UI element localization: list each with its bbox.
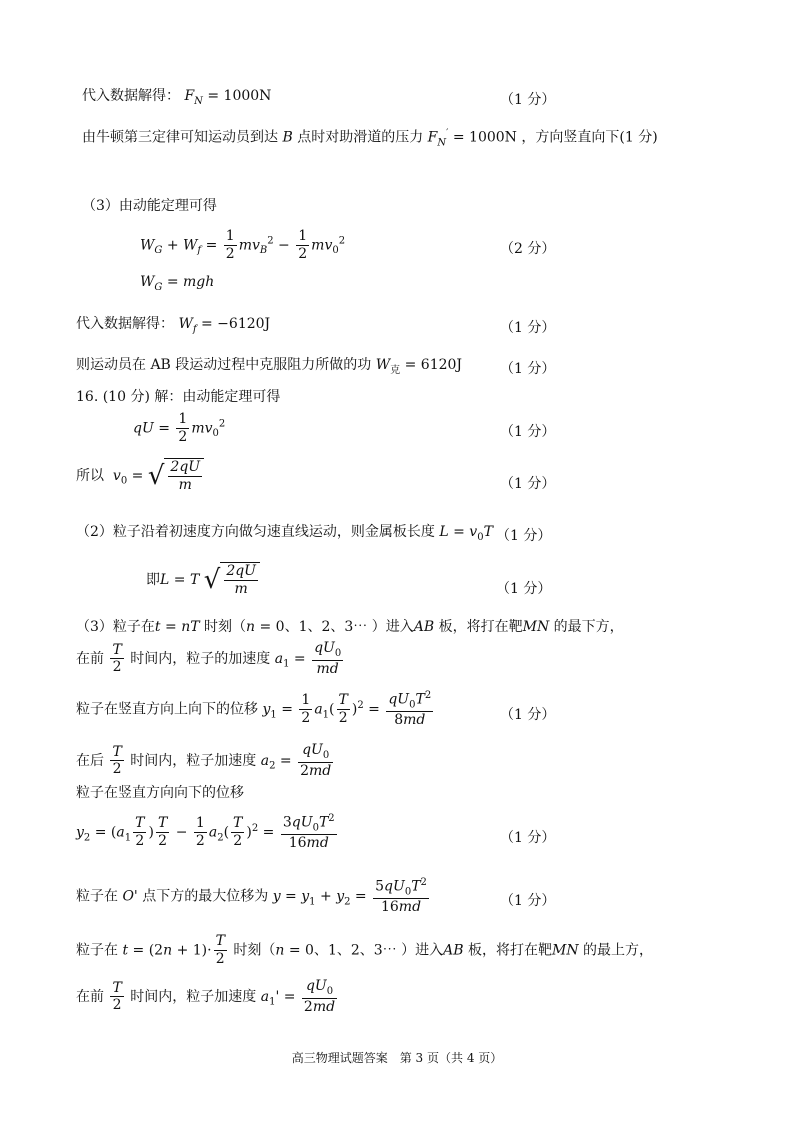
line-a1-prime: 在前 $\frac{T}{2}$ 时间内，粒子加速度 $a_1'$ = $\frac{qU_0}{2md}$ [76,978,336,1015]
score-2: （2 分） [500,241,556,257]
score-9: （1 分） [500,707,556,723]
line-down-displacement: 粒子在竖直方向向下的位移 [76,785,244,801]
score-4: （1 分） [500,361,556,377]
formula-qu: qU = $\frac{1}{2}$ $mv_0^2$ [133,411,226,445]
line-wf-result: 代入数据解得： $W_f = -6120J$ [76,316,271,335]
score-5: （1 分） [500,424,556,440]
formula-wg: $W_G$ = mgh [140,274,215,293]
line-fn-result: 代入数据解得： $F_N = 1000N$ [82,88,272,107]
line-q16-heading: 16. (10 分) 解：由动能定理可得 [76,389,281,405]
score-7: （1 分） [496,528,552,544]
line-part3-heading: （3）由动能定理可得 [82,198,217,214]
line-plate-length: （2）粒子沿着初速度方向做匀速直线运动，则金属板长度 $L = v_0T$ [76,524,493,543]
score-11: （1 分） [500,893,556,909]
line-y1: 粒子在竖直方向上向下的位移 $y_1$ = $\frac{1}{2}$ $a_1$( $\frac{T}{2}$ )$^2$ = $\frac{qU_0T^2}{8md}$ [76,690,432,729]
formula-fn: $F_N = 1000N$ [184,88,272,107]
formula-work-energy: $W_G + W_f$ = $\frac{1}{2}$ $mv_B^2$ − $\frac{1}{2}$ $mv_0^2$ [140,228,346,262]
line-a2: 在后 $\frac{T}{2}$ 时间内，粒子加速度 $a_2$ = $\frac{qU_0}{2md}$ [76,742,332,779]
score-6: （1 分） [500,476,556,492]
formula-v0: 所以 $v_0$ = √ $\frac{2qU}{m}$ [76,458,204,494]
page-footer: 高三物理试题答案 第 3 页（共 4 页） [291,1051,503,1065]
line-a1: 在前 $\frac{T}{2}$ 时间内，粒子的加速度 $a_1$ = $\frac{qU_0}{md}$ [76,640,342,677]
line-part3-case1: （3）粒子在t = nT 时刻（n = 0、1、2、3⋯ ）进入AB 板，将打在靶MN 的最下方， [76,619,624,635]
formula-l: 即L = T √ $\frac{2qU}{m}$ [146,562,260,598]
formula-y2: $y_2 = (a_1$ $\frac{T}{2}$ ) $\frac{T}{2}$ − $\frac{1}{2}$ $a_2$( $\frac{T}{2}$ )$^2$ = $\frac{3qU_0T^2}{16md}$ [76,813,335,852]
score-8: （1 分） [496,581,552,597]
line-work-overcome: 则运动员在 AB 段运动过程中克服阻力所做的功 $W_克 = 6120J$ [76,357,463,376]
score-1: （1 分） [500,92,556,108]
line-part3-case2: 粒子在 t = (2n + 1)· $\frac{T}{2}$ 时刻（n = 0、1、2、3⋯ ）进入AB 板，将打在靶MN 的最上方， [76,933,654,967]
line-newton-third: 由牛顿第三定律可知运动员到达 B 点时对助滑道的压力 $F_N' = 1000N$ ，方向竖直向下(1 分) [82,128,658,149]
line-max-displacement: 粒子在 O' 点下方的最大位移为 $y = y_1 + y_2$ = $\frac{5qU_0T^2}{16md}$ [76,877,427,916]
score-3: （1 分） [500,320,556,336]
score-10: （1 分） [500,830,556,846]
